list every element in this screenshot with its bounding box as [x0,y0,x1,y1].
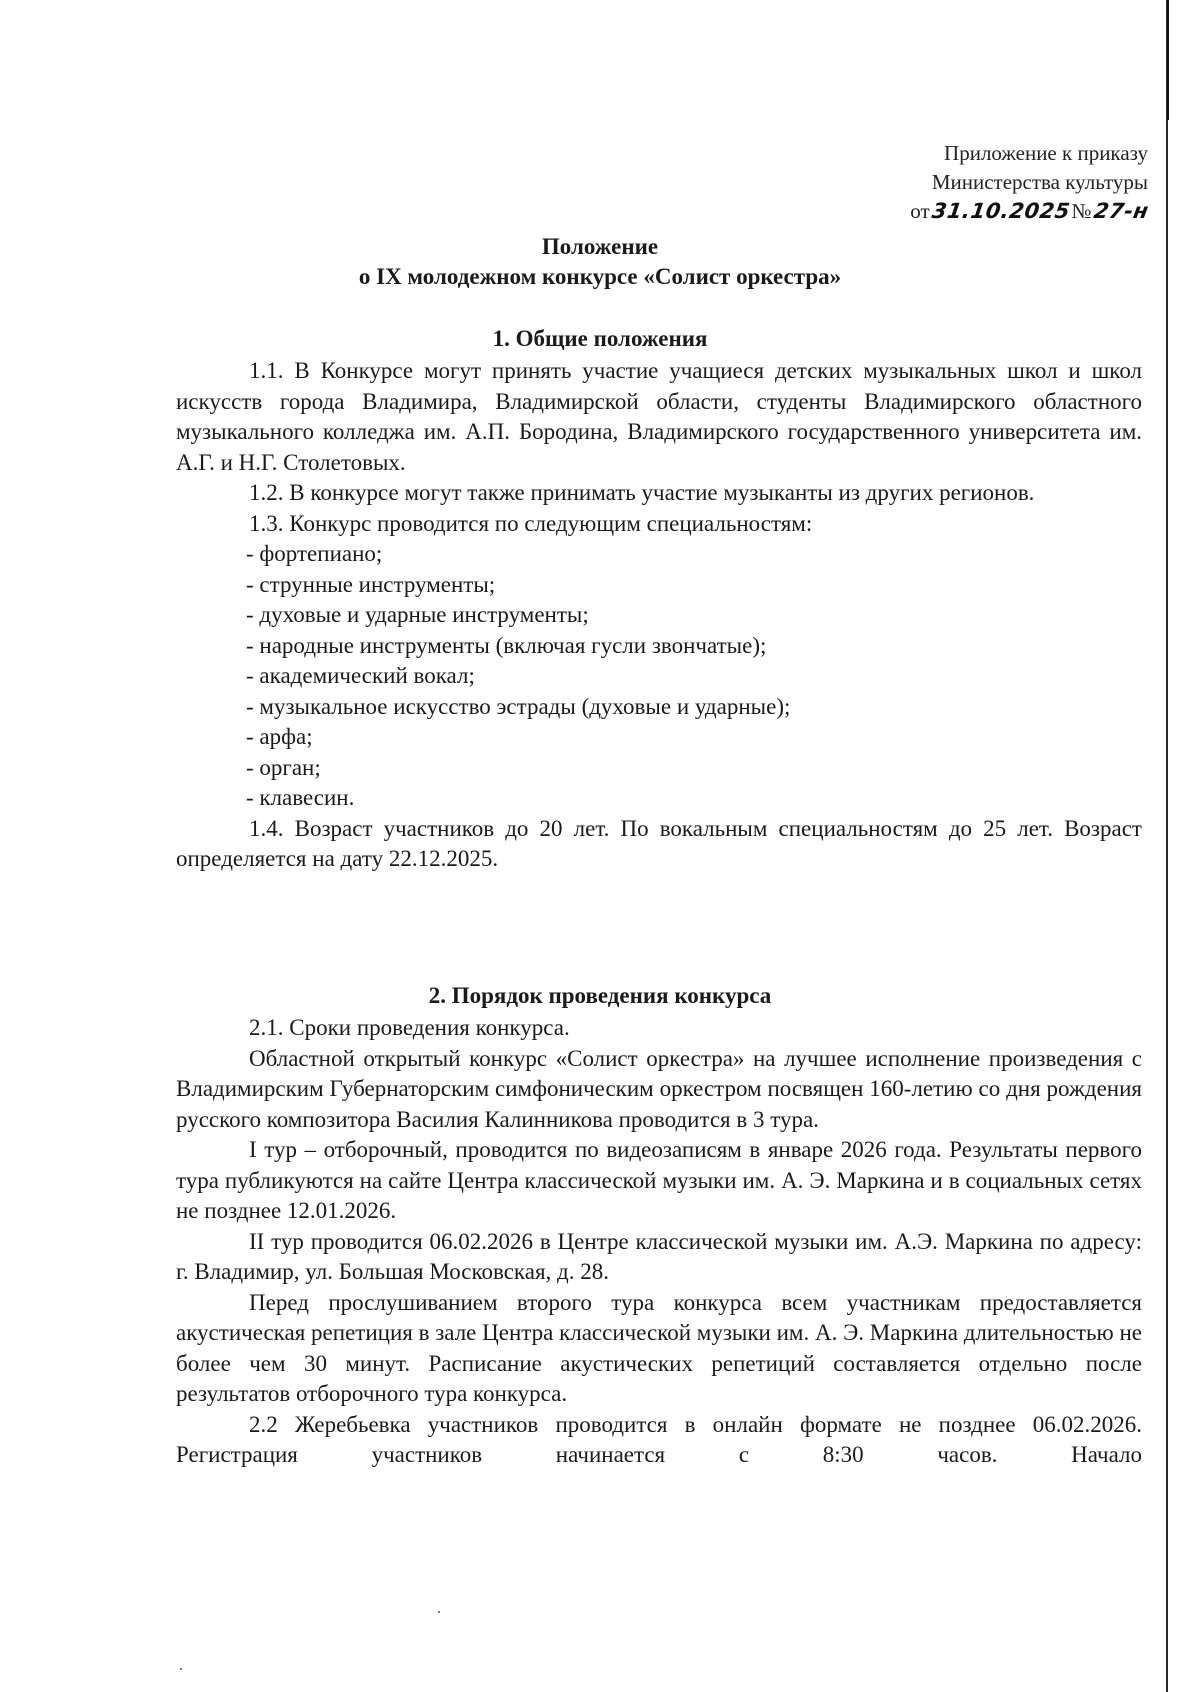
paragraph-regional-contest: Областной открытый конкурс «Солист оркестра» на лучшее исполнение произведения с Владимирским Губернаторским симфоническим оркестром посвящен 160-летию со дня рождения русского композитора Василия Калинникова проводится в 3 тура. [176,1045,1142,1132]
specialty-item: - народные инструменты (включая гусли звончатые); [246,632,767,658]
paragraph-1-2: 1.2. В конкурсе могут также принимать участие музыканты из других регионов. [249,480,1035,505]
order-date-handwritten: 31.10.2025 [930,199,1072,223]
specialty-item: - духовые и ударные инструменты; [246,602,589,627]
scan-speck [180,1668,182,1670]
order-number-sign: № [1071,199,1092,223]
specialty-item: - арфа; [246,724,313,749]
specialty-item: - орган; [246,754,321,780]
specialty-item: - клавесин. [246,785,355,810]
paragraph-1-1: 1.1. В Конкурсе могут принять участие учащиеся детских музыкальных школ и школ искусств города Владимира, Владимирской области, студенты Владимирского областного музыкального колледжа им. А.П. Бородина, Владимирского государственного университета им. А.Г. и Н.Г. Столетовых. [176,358,1142,475]
specialty-item: - струнные инструменты; [246,571,496,597]
paragraph-rehearsal: Перед прослушиванием второго тура конкурса всем участникам предоставляется акустическая репетиция в зале Центра классической музыки им. А. Э. Маркина длительностью не более чем 30 минут. Расписание акустических репетиций составляется отдельно после результатов отборочного тура конкурса. [176,1289,1142,1406]
order-prefix: от [910,199,930,223]
specialty-item: - фортепиано; [246,541,383,566]
document-title [0,232,1200,292]
paragraph-tour-2: II тур проводится 06.02.2026 в Центре классической музыки им. А.Э. Маркина по адресу: г. Владимир, ул. Большая Московская, д. 28. [176,1228,1142,1284]
paragraph-tour-1: I тур – отборочный, проводится по видеозаписям в январе 2026 года. Результаты первого тура публикуются на сайте Центра классической музыки им. А. Э. Маркина и в социальных сетях не позднее 12.01.2026. [176,1137,1142,1223]
section-1-heading: 1. Общие положения [492,326,708,351]
appendix-order-line [910,197,1151,226]
paragraph-1-3: 1.3. Конкурс проводится по следующим специальностям: [249,510,813,536]
scan-edge-line-top [1167,0,1169,120]
specialty-item: - музыкальное искусство эстрады (духовые и ударные); [246,693,791,719]
appendix-line-2: Министерства культуры [931,170,1148,194]
title-line-1: Положение [541,234,659,259]
paragraph-2-1: 2.1. Сроки проведения конкурса. [249,1015,570,1040]
paragraph-2-2: 2.2 Жеребьевка участников проводится в онлайн формате не позднее 06.02.2026. Регистрация участников начинается с 8:30 часов. Начало [176,1411,1142,1467]
scan-speck [438,1611,440,1613]
title-line-2: о IX молодежном конкурсе «Солист оркестра» [358,264,842,289]
appendix-block [910,139,1151,226]
section-2-heading: 2. Порядок проведения конкурса [428,983,772,1008]
order-number-handwritten: 27-н [1091,199,1151,223]
section-2-body [176,1013,1142,1471]
paragraph-1-4: 1.4. Возраст участников до 20 лет. По вокальным специальностям до 25 лет. Возраст определяется на дату 22.12.2025. [176,815,1142,871]
specialty-item: - академический вокал; [246,663,475,688]
section-1-body [176,356,1142,875]
appendix-line-1: Приложение к приказу [944,141,1148,165]
